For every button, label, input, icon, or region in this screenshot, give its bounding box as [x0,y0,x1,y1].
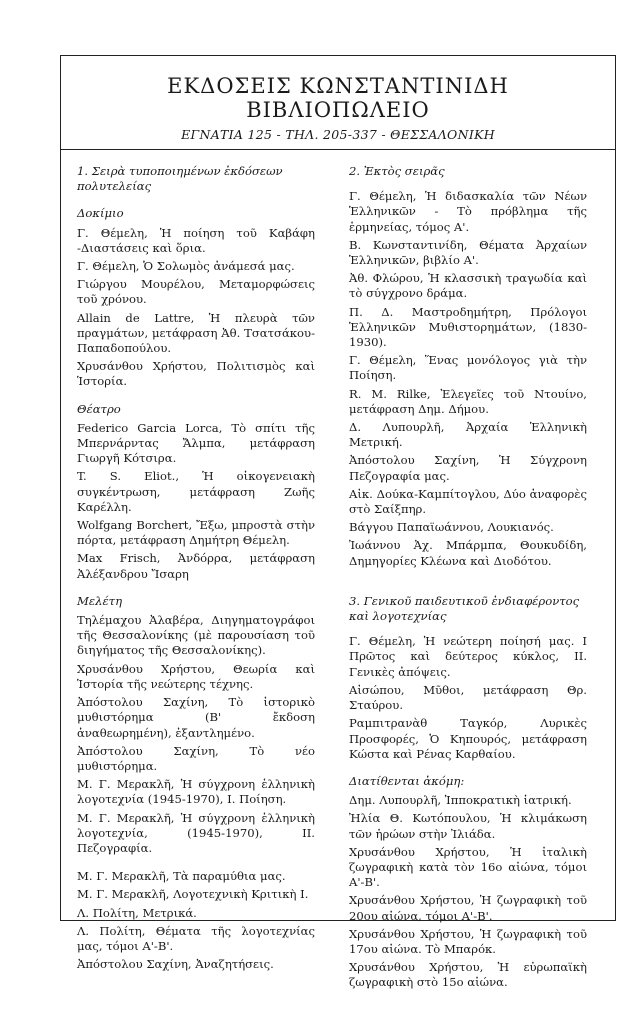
theatre-heading: Θέατρο [77,401,121,416]
book-entry: Χρυσάνθου Χρήστου, Θεωρία καὶ Ἱστορία τῆς νεώτερης τέχνης. [77,661,315,691]
book-entry: Χρυσάνθου Χρήστου, Ἡ εὐρωπαϊκὴ ζωγραφικὴ στὸ 15ο αἰώνα. [349,960,587,990]
book-entry: Αἰσώπου, Μῦθοι, μετάφραση Θρ. Σταύρου. [349,682,587,713]
right-column [349,164,587,994]
book-entry: Ἀθ. Φλώρου, Ἡ κλασσικὴ τραγωδία καὶ τὸ σύγχρονο δράμα. [349,271,587,301]
catalog-header [61,74,615,142]
book-entry: Allain de Lattre, Ἡ πλευρὰ τῶν πραγμάτων, μετάφραση Ἀθ. Τσατσάκου-Παπαδοπούλου. [77,310,315,356]
book-entry: Τηλέμαχου Ἀλαβέρα, Διηγηματογράφοι τῆς Θεσσαλονίκης (μὲ παρουσίαση τοῦ διηγήματος τῆς Θεσσαλονίκης). [77,613,315,658]
book-entry: Ἀπόστολου Σαχίνη, Ἀναζητήσεις. [77,957,274,972]
available-heading: Διατίθενται ἀκόμη: [349,773,465,788]
book-entry: Γιώργου Μουρέλου, Μεταμορφώσεις τοῦ χρόνου. [77,277,315,307]
book-entry: Γ. Θέμελη, Ἡ ποίηση τοῦ Καβάφη -Διαστάσεις καὶ ὅρια. [77,225,315,255]
book-entry: Δ. Λυπουρλῆ, Ἀρχαία Ἑλληνικὴ Μετρική. [349,420,587,450]
book-entry: Ἀπόστολου Σαχίνη, Τὸ ἱστορικὸ μυθιστόρημα (Β' ἔκδοση ἀναθεωρημένη), ἐξαντλημένο. [77,695,315,740]
header-rule [61,149,615,150]
book-entry: Ραμπιτρανὰθ Ταγκόρ, Λυρικὲς Προσφορές, Ὁ Κηπουρός, μετάφραση Κώστα καὶ Ρένας Καρθαίου. [349,716,587,761]
book-entry: Γ. Θέμελη, Ἕνας μονόλογος γιὰ τὴν Ποίηση. [349,353,587,383]
left-column [77,164,315,975]
book-entry: Δημ. Λυπουρλῆ, Ἱπποκρατικὴ ἰατρική. [349,793,572,808]
book-entry: Β. Κωνσταντινίδη, Θέματα Ἀρχαίων Ἑλληνικῶν, βιβλίο Α'. [349,237,587,268]
book-entry: Max Frisch, Ἀνδόρρα, μετάφραση Ἀλέξανδρου Ἴσαρη [77,551,315,581]
section-1-title: 1. Σειρὰ τυποποιημένων ἐκδόσεων πολυτελείας [77,164,283,194]
book-entry: Χρυσάνθου Χρήστου, Ἡ ἰταλικὴ ζωγραφικὴ κατὰ τὸν 16ο αἰώνα, τόμοι Α'-Β'. [349,844,587,890]
book-entry: Γ. Θέμελη, Ἡ νεώτερη ποίησή μας. Ι Πρῶτος καὶ δεύτερος κύκλος, ΙΙ. Γενικὲς ἀπόψεις. [349,634,587,679]
book-entry: Χρυσάνθου Χρήστου, Ἡ ζωγραφικὴ τοῦ 17ου αἰώνα. Τὸ Μπαρόκ. [349,926,587,956]
section-2-title: 2. Ἐκτὸς σειρᾶς [349,164,445,178]
book-entry: Π. Δ. Μαστροδημήτρη, Πρόλογοι Ἑλληνικῶν Μυθιστορημάτων, (1830-1930). [349,304,587,350]
catalog-frame [60,55,616,990]
book-entry: R. M. Rilke, Ἐλεγεῖες τοῦ Ντουίνο, μετάφραση Δημ. Δήμου. [349,386,587,416]
bookstore-title: ΒΙΒΛΙΟΠΩΛΕΙΟ [246,98,430,122]
book-entry: Μ. Γ. Μερακλῆ, Ἡ σύγχρονη ἑλληνικὴ λογοτεχνία, (1945-1970), ΙΙ. Πεζογραφία. [77,810,315,855]
book-entry: Wolfgang Borchert, Ἔξω, μπροστὰ στὴν πόρτα, μετάφραση Δημήτρη Θέμελη. [77,518,315,548]
book-entry: Γ. Θέμελη, Ὁ Σολωμὸς ἀνάμεσά μας. [77,259,295,274]
book-entry: Ἰωάννου Ἀχ. Μπάρμπα, Θουκυδίδη, Δημηγορίες Κλέωνα καὶ Διοδότου. [349,538,587,568]
book-entry: Ἀπόστολου Σαχίνη, Τὸ νέο μυθιστόρημα. [77,743,315,773]
book-entry: Βάγγου Παπαϊωάννου, Λουκιανός. [349,520,554,535]
address-line: ΕΓΝΑΤΙΑ 125 - ΤΗΛ. 205-337 - ΘΕΣΣΑΛΟΝΙΚΗ [181,127,495,142]
section-3-title: 3. Γενικοῦ παιδευτικοῦ ἐνδιαφέροντος καὶ λογοτεχνίας [349,593,580,624]
publisher-title: ΕΚΔΟΣΕΙΣ ΚΩΝΣΤΑΝΤΙΝΙΔΗ [167,74,509,98]
essay-heading: Δοκίμιο [77,206,124,221]
book-entry: Χρυσάνθου Χρήστου, Ἡ ζωγραφικὴ τοῦ 20ου αἰώνα, τόμοι Α'-Β'. [349,893,587,923]
book-entry: Χρυσάνθου Χρήστου, Πολιτισμὸς καὶ Ἱστορία. [77,359,315,389]
book-entry: Μ. Γ. Μερακλῆ, Λογοτεχνικὴ Κριτικὴ Ι. [77,887,309,902]
book-entry: Μ. Γ. Μερακλῆ, Τὰ παραμύθια μας. [77,869,286,884]
book-entry: T. S. Eliot., Ἡ οἰκογενειακὴ συγκέντρωση, μετάφραση Ζωῆς Καρέλλη. [77,469,315,514]
book-entry: Federico Garcia Lorca, Τὸ σπίτι τῆς Μπερνάρντας Ἄλμπα, μετάφραση Γιωργῆ Κότσιρα. [77,420,315,466]
book-entry: Μ. Γ. Μερακλῆ, Ἡ σύγχρονη ἑλληνικὴ λογοτεχνία (1945-1970), Ι. Ποίηση. [77,777,315,807]
book-entry: Λ. Πολίτη, Μετρικά. [77,905,197,920]
book-entry: Λ. Πολίτη, Θέματα τῆς λογοτεχνίας μας, τόμοι Α'-Β'. [77,923,315,953]
book-entry: Ἠλία Θ. Κωτόπουλου, Ἡ κλιμάκωση τῶν ἡρώων στὴν Ἰλιάδα. [349,811,587,841]
book-entry: Αἰκ. Δούκα-Καμπίτογλου, Δύο ἀναφορὲς στὸ Σαίξπηρ. [349,486,587,517]
book-entry: Ἀπόστολου Σαχίνη, Ἡ Σύγχρονη Πεζογραφία μας. [349,453,587,483]
study-heading: Μελέτη [77,593,123,608]
book-entry: Γ. Θέμελη, Ἡ διδασκαλία τῶν Νέων Ἑλληνικῶν - Τὸ πρόβλημα τῆς ἑρμηνείας, τόμος Α'. [349,189,587,234]
